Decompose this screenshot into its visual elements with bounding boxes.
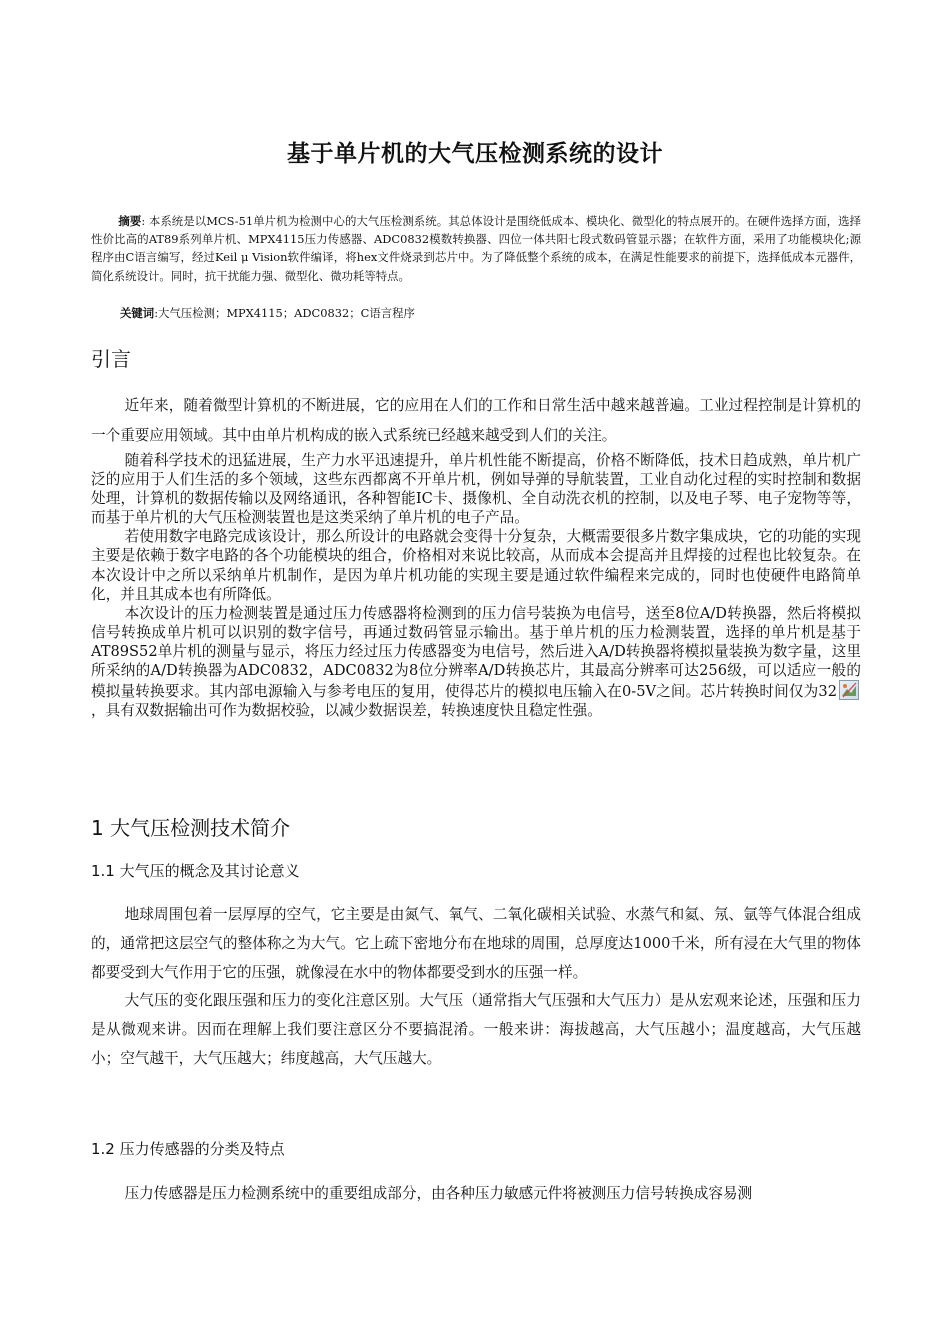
keywords bbox=[120, 304, 415, 322]
section-1-1-paragraph-2: 大气压的变化跟压强和压力的变化注意区别。大气压（通常指大气压强和大气压力）是从宏观来论述，压强和压力是从微观来讲。因而在理解上我们要注意区分不要搞混淆。一般来讲：海拔越高，大气压越小；温度越高，大气压越小；空气越干，大气压越大；纬度越高，大气压越大。 bbox=[91, 992, 861, 1067]
section-1-heading: 1 大气压检测技术简介 bbox=[91, 816, 291, 840]
intro-paragraph-3: 若使用数字电路完成该设计，那么所设计的电路就会变得十分复杂，大概需要很多片数字集成块，它的功能的实现主要是依赖于数字电路的各个功能模块的组合，价格相对来说比较高，从而成本会提高并且焊接的过程也比较复杂。在本次设计中之所以采纳单片机制作，是因为单片机功能的实现主要是通过软件编程来完成的，同时也使硬件电路简单化，并且其成本也有所降低。 bbox=[91, 528, 861, 603]
keywords-label: 关键词 bbox=[120, 306, 155, 320]
section-1-2-body bbox=[91, 1180, 861, 1209]
intro-heading: 引言 bbox=[91, 347, 131, 371]
section-1-2-heading: 1.2 压力传感器的分类及特点 bbox=[91, 1140, 285, 1158]
intro-paragraph-2: 随着科学技术的迅猛进展，生产力水平迅速提升，单片机性能不断提高，价格不断降低，技术日趋成熟，单片机广泛的应用于人们生活的多个领域，这些东西都离不开单片机，例如导弹的导航装置，工业自动化过程的实时控制和数据处理，计算机的数据传输以及网络通讯，各种智能IC卡、摄像机、全自动洗衣机的控制，以及电子琴、电子宠物等等，而基于单片机的大气压检测装置也是这类采纳了单片机的电子产品。 bbox=[91, 452, 861, 527]
section-1-1-heading: 1.1 大气压的概念及其讨论意义 bbox=[91, 862, 300, 880]
section-1-1-body bbox=[91, 901, 861, 1074]
broken-image-icon bbox=[839, 680, 859, 700]
abstract bbox=[91, 212, 861, 285]
intro-paragraph-1: 近年来，随着微型计算机的不断进展，它的应用在人们的工作和日常生活中越来越普遍。工业过程控制是计算机的一个重要应用领域。其中由单片机构成的嵌入式系统已经越来越受到人们的关注。 bbox=[91, 397, 861, 444]
document-title: 基于单片机的大气压检测系统的设计 bbox=[287, 141, 663, 167]
abstract-label: 摘要 bbox=[118, 214, 142, 228]
intro-paragraph-4: 本次设计的压力检测装置是通过压力传感器将检测到的压力信号装换为电信号，送至8位A/D转换器，然后将模拟信号转换成单片机可以识别的数字信号，再通过数码管显示输出。基于单片机的压力检测装置，选择的单片机是基于AT89S52单片机的测量与显示，将压力经过压力传感器变为电信号，然后进入A/D转换器将模拟量装换为数字量，这里所采纳的A/D转换器为ADC0832，ADC0832为8位分辨率A/D转换芯片，其最高分辨率可达256级，可以适应一般的模拟量转换要求。其内部电源输入与参考电压的复用，使得芯片的模拟电压输入在0-5V之间。芯片转换时间仅为32 ，具有双数据输出可作为数据校验，以减少数据误差，转换速度快且稳定性强。 bbox=[91, 604, 861, 720]
section-1-2-paragraph-1: 压力传感器是压力检测系统中的重要组成部分，由各种压力敏感元件将被测压力信号转换成容易测 bbox=[124, 1185, 753, 1202]
abstract-text: : 本系统是以MCS-51单片机为检测中心的大气压检测系统。其总体设计是围绕低成本、模块化、微型化的特点展开的。在硬件选择方面，选择性价比高的AT89系列单片机、MPX4115压力传感器、ADC0832模数转换器、四位一体共阳七段式数码管显示器；在软件方面，采用了功能模块化;源程序由C语言编写，经过Keil μ Vision软件编译，将hex文件烧录到芯片中。为了降低整个系统的成本，在满足性能要求的前提下，选择低成本元器件，简化系统设计。同时，抗干扰能力强、微型化、微功耗等特点。 bbox=[91, 214, 861, 283]
intro-paragraphs bbox=[91, 451, 861, 720]
section-1-1-paragraph-1: 地球周围包着一层厚厚的空气，它主要是由氮气、氧气、二氧化碳相关试验、水蒸气和氦、氖、氩等气体混合组成的，通常把这层空气的整体称之为大气。它上疏下密地分布在地球的周围，总厚度达1000千米，所有浸在大气里的物体都要受到大气作用于它的压强，就像浸在水中的物体都要受到水的压强一样。 bbox=[91, 906, 861, 981]
keywords-text: :大气压检测；MPX4115；ADC0832；C语言程序 bbox=[154, 306, 415, 320]
